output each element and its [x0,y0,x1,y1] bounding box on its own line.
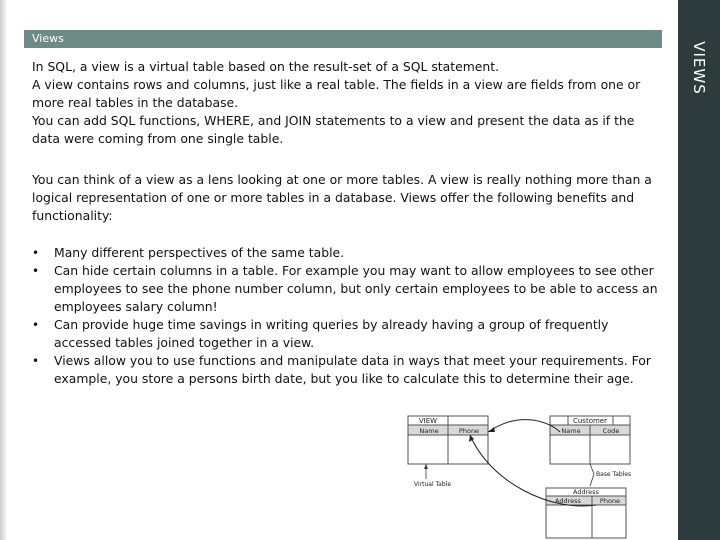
address-col-phone: Phone [599,497,621,505]
slide-title-bar [24,30,662,48]
slide-title: Views [32,32,64,45]
address-table [546,488,626,538]
list-item: • Can hide certain columns in a table. For example you may want to allow employees to see other employees to see the phone number column, but only certain employees to be able to access an employees salary column! [32,262,658,316]
address-table-title: Address [573,488,599,496]
customer-table [550,416,630,464]
paragraph-definition: In SQL, a view is a virtual table based on the result-set of a SQL statement. [32,59,500,74]
virtual-table-label: Virtual Table [414,481,452,488]
view-diagram [400,412,640,540]
customer-table-title: Customer [572,417,608,425]
view-table [408,416,488,464]
name-mapping-curve [488,420,560,432]
paragraph-functions: You can add SQL functions, WHERE, and JOIN statements to a view and present the data as if the data were coming from one single table. [32,113,635,146]
paragraph-lens: You can think of a view as a lens looking at one or more tables. A view is really nothing more than a logical representation of one or more tables in a database. Views offer the following benefits and functionality: [32,172,652,223]
view-table-title: VIEW [418,417,438,425]
list-item: • Many different perspectives of the same table. [32,244,658,262]
slide-content [32,58,658,388]
side-panel-label: VIEWS [690,41,708,95]
list-item: • Can provide huge time savings in writing queries by already having a group of frequently accessed tables joined together in a view. [32,316,658,352]
customer-col-name: Name [561,427,581,435]
slide-left-edge [0,0,6,540]
benefits-list [32,244,658,388]
address-col-address: Address [555,497,581,505]
view-col-phone: Phone [458,427,480,435]
base-tables-label: Base Tables [596,471,632,478]
list-item: • Views allow you to use functions and manipulate data in ways that meet your requirements. For example, you store a persons birth date, but you like to calculate this to determine their age. [32,352,658,388]
paragraph-rows-columns: A view contains rows and columns, just like a real table. The fields in a view are fields from one or more real tables in the database. [32,77,641,110]
view-col-name: Name [419,427,439,435]
customer-col-code: Code [602,427,620,435]
